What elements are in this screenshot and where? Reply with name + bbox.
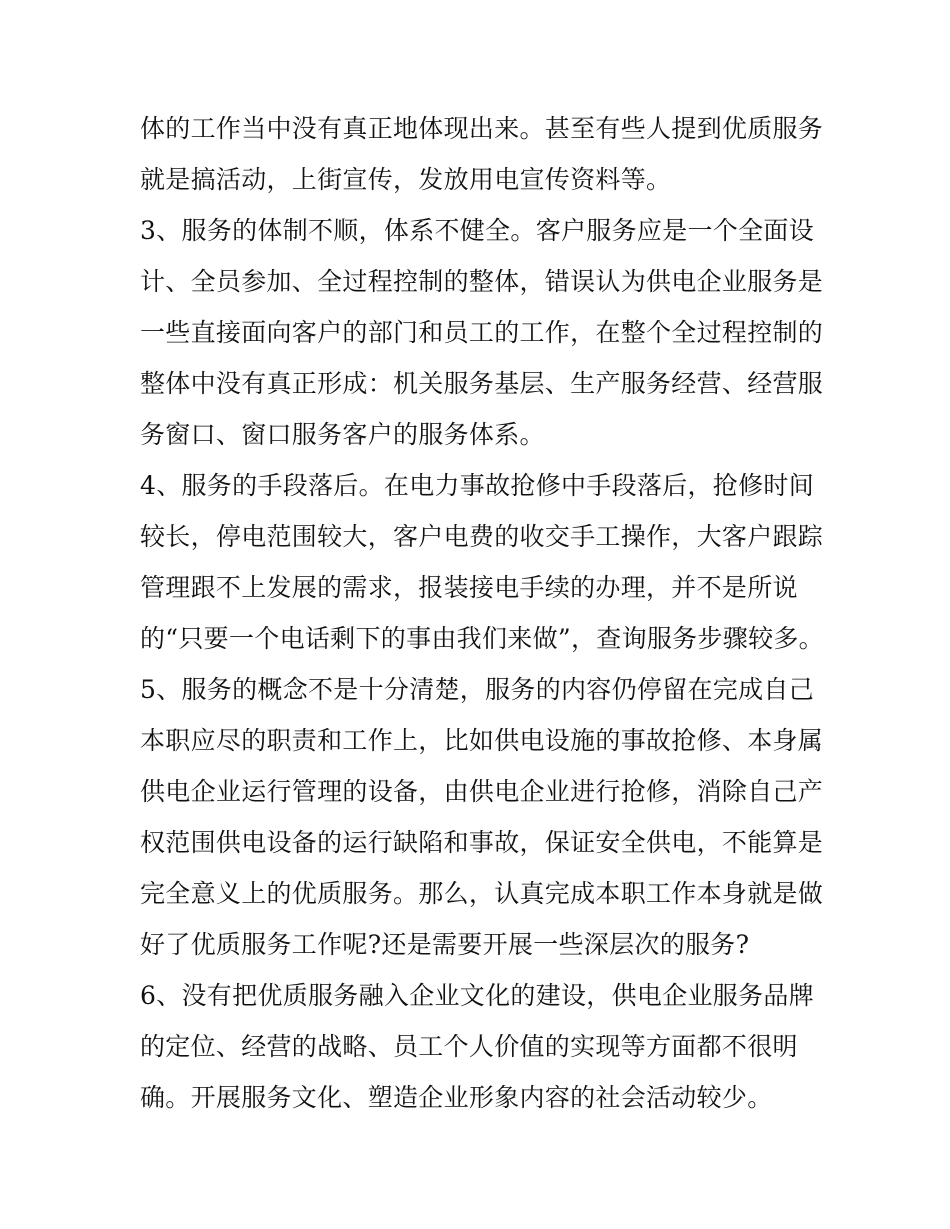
text-line: 权范围供电设备的运行缺陷和事故，保证安全供电，不能算是 [140,828,824,857]
text-line: 本职应尽的职责和工作上，比如供电设施的事故抢修、本身属 [140,726,824,755]
text-line: 4、服务的手段落后。在电力事故抢修中手段落后，抢修时间 [140,471,815,500]
text-line: 务窗口、窗口服务客户的服务体系。 [140,420,545,449]
text-line: 好了优质服务工作呢?还是需要开展一些深层次的服务? [140,930,750,959]
text-line: 供电企业运行管理的设备，由供电企业进行抢修，消除自己产 [140,777,824,806]
text-line: 管理跟不上发展的需求，报装接电手续的办理，并不是所说 [140,573,798,602]
text-line: 确。开展服务文化、塑造企业形象内容的社会活动较少。 [140,1083,773,1112]
text-line: 就是搞活动，上街宣传，发放用电宣传资料等。 [140,165,672,194]
text-line: 6、没有把优质服务融入企业文化的建设，供电企业服务品牌 [140,981,815,1010]
text-line: 完全意义上的优质服务。那么，认真完成本职工作本身就是做 [140,879,824,908]
text-line: 体的工作当中没有真正地体现出来。甚至有些人提到优质服务 [140,114,824,143]
text-line: 整体中没有真正形成：机关服务基层、生产服务经营、经营服 [140,369,824,398]
text-line: 计、全员参加、全过程控制的整体，错误认为供电企业服务是 [140,267,824,296]
text-line: 一些直接面向客户的部门和员工的工作，在整个全过程控制的 [140,318,824,347]
text-line: 的定位、经营的战略、员工个人价值的实现等方面都不很明 [140,1032,798,1061]
text-line: 3、服务的体制不顺，体系不健全。客户服务应是一个全面设 [140,216,815,245]
text-line: 较长，停电范围较大，客户电费的收交手工操作，大客户跟踪 [140,522,824,551]
text-line: 的“只要一个电话剩下的事由我们来做”，查询服务步骤较多。 [140,624,824,653]
text-line: 5、服务的概念不是十分清楚，服务的内容仍停留在完成自己 [140,675,815,704]
